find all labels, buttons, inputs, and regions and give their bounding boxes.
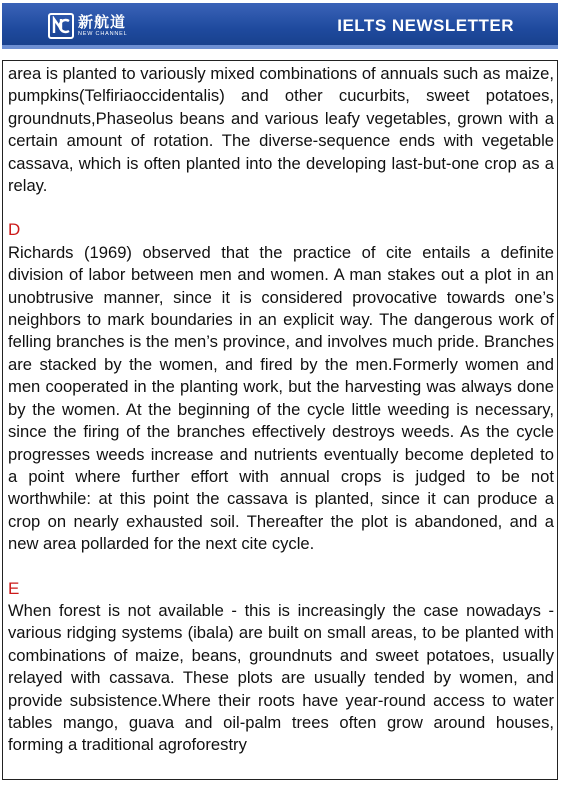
logo-chinese-text: 新航道 xyxy=(78,12,127,31)
article-frame xyxy=(2,60,558,780)
brand-logo xyxy=(48,11,127,41)
article-body xyxy=(3,61,557,757)
section-d-paragraph: Richards (1969) observed that the practice of cite entails a definite division of labor between men and women. A man stakes out a plot in an unobtrusive manner, since it is considered provocative towards one’s neighbors to mark boundaries in an explicit way. The dangerous work of felling branches is the men’s province, and involves much pride. Branches are stacked by the women, and fired by the men.Formerly women and men cooperated in the planting work, but the harvesting was always done by the women. At the beginning of the cycle little weeding is necessary, since the firing of the branches effectively destroys weeds. As the cycle progresses weeds increase and nutrients eventually become depleted to a point where further effort with annual crops is judged to be not worthwhile: at this point the cassava is planted, since it can produce a crop on nearly exhausted soil. Thereafter the plot is abandoned, and a new area pollarded for the next cite cycle. xyxy=(8,242,554,554)
section-letter-e: E xyxy=(8,578,20,598)
newsletter-header xyxy=(2,3,558,49)
logo-english-text: NEW CHANNEL xyxy=(78,30,128,37)
intro-paragraph: area is planted to variously mixed combinations of annuals such as maize, pumpkins(Telfiriaoccidentalis) and other cucurbits, sweet potatoes, groundnuts,Phaseolus beans and various leafy vegetables, grown with a certain amount of rotation. The diverse-sequence ends with vegetable cassava, which is often planted into the developing last-but-one crop as a relay. xyxy=(8,64,554,196)
section-letter-d: D xyxy=(8,220,21,240)
nc-logo-icon xyxy=(48,13,74,39)
header-accent-bar xyxy=(2,45,558,49)
section-e-paragraph: When forest is not available - this is increasingly the case nowadays - various ridging systems (ibala) are built on small areas, to be planted with combinations of maize, beans, groundnuts and sweet potatoes, usually relayed with cassava. These plots are usually tended by women, and provide subsistence.Where their roots have year-round access to water tables mango, guava and oil-palm trees often grow around houses, forming a traditional agroforestry xyxy=(8,600,554,755)
newsletter-title: IELTS NEWSLETTER xyxy=(337,16,514,35)
